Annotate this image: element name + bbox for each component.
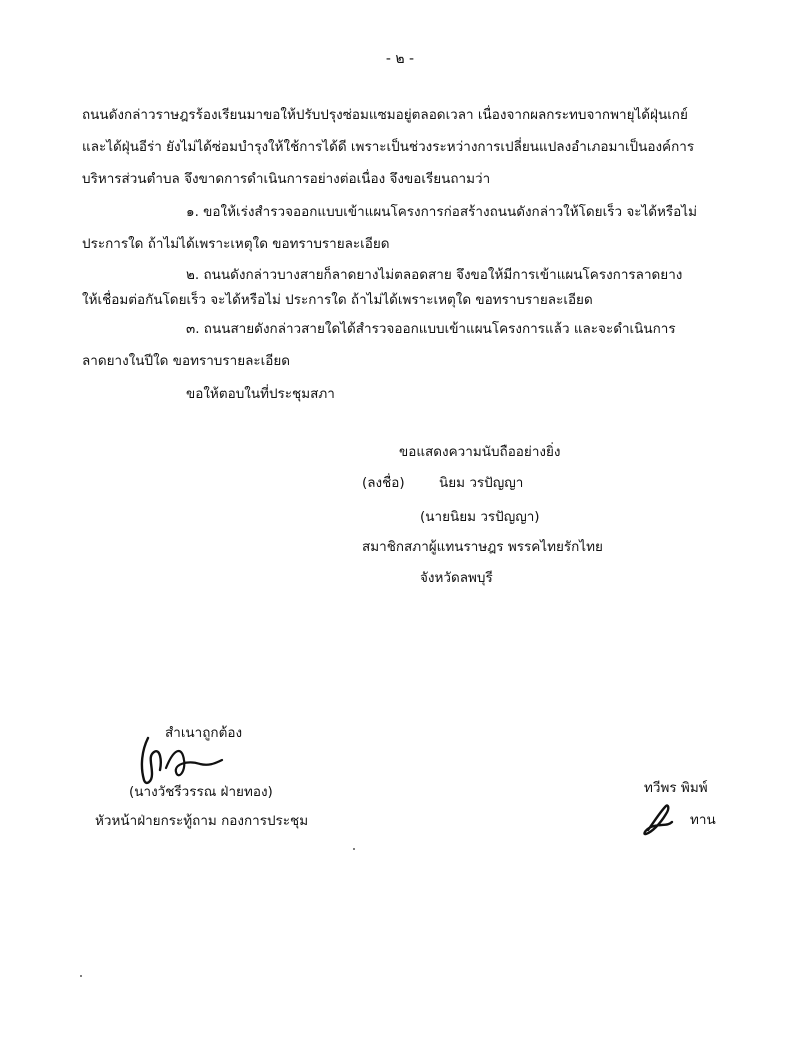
typist-initials (638, 800, 686, 840)
signer-name-parenthetical: (นายนิยม วรปัญญา) (420, 509, 540, 525)
scan-speck (80, 975, 82, 977)
question-3-line-2: ลาดยางในปีใด ขอทราบรายละเอียด (82, 353, 291, 369)
signed-label: (ลงชื่อ) (362, 475, 405, 491)
page-number: - ๒ - (385, 51, 415, 67)
paragraph-line: ถนนดังกล่าวราษฎรร้องเรียนมาขอให้ปรับปรุงซ่อมแซมอยู่ตลอดเวลา เนื่องจากผลกระทบจากพายุได้ฝุ่นเกย์ (82, 107, 688, 123)
regards-text: ขอแสดงความนับถืออย่างยิ่ง (399, 444, 561, 460)
question-1-line-1: ๑. ขอให้เร่งสำรวจออกแบบเข้าแผนโครงการก่อสร้างถนนดังกล่าวให้โดยเร็ว จะได้หรือไม่ (186, 204, 697, 220)
handwritten-signature (118, 730, 268, 790)
paragraph-line: บริหารส่วนตำบล จึงขาดการดำเนินการอย่างต่อเนื่อง จึงขอเรียนถามว่า (82, 171, 491, 187)
closing-request: ขอให้ตอบในที่ประชุมสภา (186, 386, 335, 402)
signer-province: จังหวัดลพบุรี (420, 570, 493, 586)
signer-name: นิยม วรปัญญา (439, 475, 524, 491)
question-2-line-1: ๒. ถนนดังกล่าวบางสายก็ลาดยางไม่ตลอดสาย จึงขอให้มีการเข้าแผนโครงการลาดยาง (186, 267, 683, 283)
question-2-line-2: ให้เชื่อมต่อกันโดยเร็ว จะได้หรือไม่ ประการใด ถ้าไม่ได้เพราะเหตุใด ขอทราบรายละเอียด (82, 292, 593, 308)
question-3-line-1: ๓. ถนนสายดังกล่าวสายใดได้สำรวจออกแบบเข้าแผนโครงการแล้ว และจะดำเนินการ (186, 321, 676, 337)
checker-label: ทาน (690, 812, 716, 828)
question-1-line-2: ประการใด ถ้าไม่ได้เพราะเหตุใด ขอทราบรายละเอียด (82, 236, 390, 252)
certification-label: สำเนาถูกต้อง (165, 725, 243, 741)
certifier-name: (นางวัชรีวรรณ ฝ่ายทอง) (129, 784, 273, 800)
signer-position: สมาชิกสภาผู้แทนราษฎร พรรคไทยรักไทย (362, 539, 603, 555)
typist-name: ทวีพร พิมพ์ (644, 780, 708, 796)
scan-speck (353, 848, 355, 850)
paragraph-line: และได้ฝุ่นอีร่า ยังไม่ได้ซ่อมบำรุงให้ใช้การได้ดี เพราะเป็นช่วงระหว่างการเปลี่ยนแปลงอำเภอมาเป็นองค์การ (82, 139, 695, 155)
certifier-title: หัวหน้าฝ่ายกระทู้ถาม กองการประชุม (95, 813, 309, 829)
